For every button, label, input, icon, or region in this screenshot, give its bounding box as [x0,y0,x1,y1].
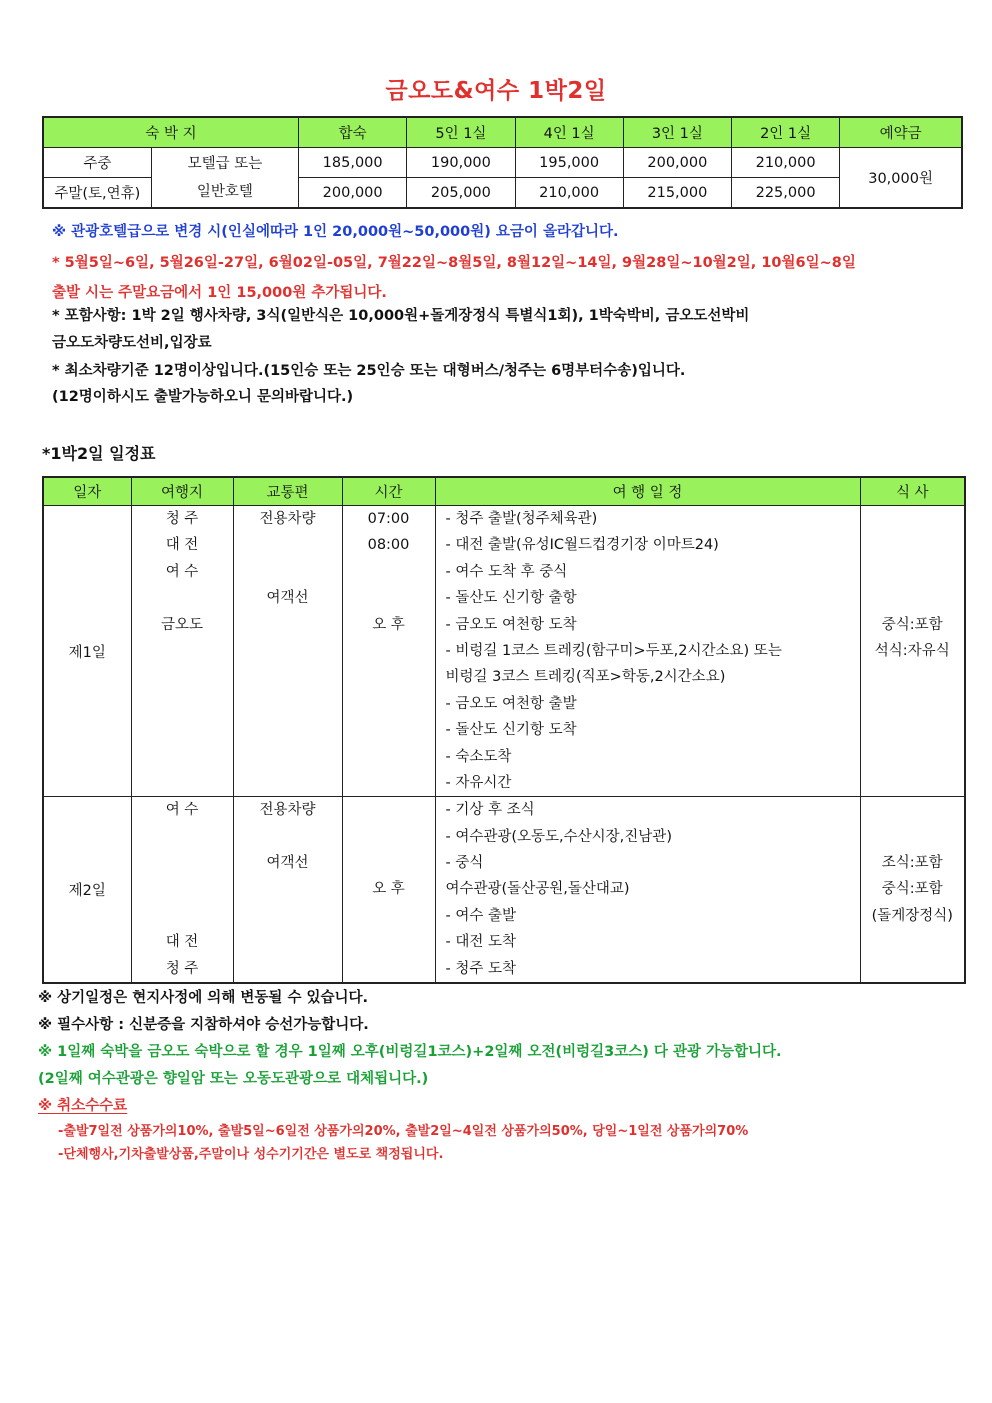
schedule-line [861,585,965,611]
schedule-line [343,691,435,717]
schedule-line [861,744,965,770]
day-label: 제2일 [43,797,131,983]
schedule-line [343,744,435,770]
schedule-line [132,824,233,850]
schedule-line: - 돌산도 신기항 출항 [445,590,577,607]
schedule-line: 전용차량 [259,511,316,527]
schedule-line [861,824,965,850]
note-min-people: * 최소차량기준 12명이상입니다.(15인승 또는 25인승 또는 대형버스/청주는 6명부터수송)입니다. [52,363,686,379]
schedule-line [234,744,342,770]
schedule-line: - 금오도 여천항 도착 [445,616,577,633]
schedule-line: 청 주 [165,511,199,527]
schedule-line [861,559,965,585]
schedule-line: - 중식 [445,855,484,872]
itinerary-column [436,506,860,796]
cancel-fee-line: -단체행사,기차출발상품,주말이나 성수기기간은 별도로 책정됩니다. [58,1147,444,1162]
schedule-line [132,664,233,690]
header-3p: 3인 1실 [623,117,731,148]
schedule-line [343,956,435,982]
schedule-line [234,903,342,929]
schedule-line [861,770,965,796]
schedule-line [343,585,435,611]
schedule-line [861,717,965,743]
header-lodging: 숙 박 지 [43,117,299,148]
schedule-line: 여 수 [165,563,199,580]
schedule-line [234,638,342,664]
schedule-line [234,956,342,982]
schedule-line [234,876,342,902]
schedule-line [132,770,233,796]
day-row [43,797,965,983]
lodging-text: 모텔급 또는 일반호텔 [187,155,263,200]
schedule-line [234,770,342,796]
schedule-line [861,664,965,690]
lodging-type [151,148,298,209]
schedule-line [343,717,435,743]
note-surcharge-amount: 출발 시는 주말요금에서 1인 15,000원 추가됩니다. [52,285,387,301]
schedule-line [234,664,342,690]
schedule-line: - 자유시간 [445,774,512,791]
schedule-line: 중식:포함 [881,881,943,898]
schedule-line: 금오도 [160,616,204,633]
schedule-line: 비렁길 3코스 트레킹(직포>학동,2시간소요) [445,669,726,686]
schedule-table [42,476,966,984]
schedule-line: - 여수관광(오동도,수산시장,진남관) [445,828,672,845]
price-cell: 210,000 [515,178,623,209]
schedule-line [861,532,965,558]
footer-note-stay: ※ 1일째 숙박을 금오도 숙박으로 할 경우 1일째 오후(비렁길1코스)+2일째 오전(비렁길3코스) 다 관광 가능합니다. [38,1044,782,1060]
schedule-line [234,717,342,743]
schedule-line: 대 전 [165,934,199,951]
note-hotel-upgrade: ※ 관광호텔급으로 변경 시(인실에따라 1인 20,000원~50,000원) 요금이 올라갑니다. [52,224,619,240]
schedule-line [861,506,965,532]
schedule-line [343,797,435,823]
schedule-line: 여객선 [266,590,309,607]
itinerary-column [436,797,860,982]
schedule-line: 대 전 [165,537,199,554]
header-2p: 2인 1실 [731,117,839,148]
schedule-line [234,824,342,850]
price-cell: 210,000 [731,148,839,178]
schedule-line [132,903,233,929]
schedule-line [861,691,965,717]
header-transport: 교통편 [233,477,342,506]
schedule-line [132,744,233,770]
schedule-line: - 대전 출발(유성IC월드컵경기장 이마트24) [445,537,719,554]
header-itinerary: 여 행 일 정 [435,477,860,506]
schedule-line: 석식:자유식 [874,642,950,659]
price-cell: 205,000 [407,178,515,209]
schedule-line [132,850,233,876]
schedule-line [234,929,342,955]
schedule-line [861,929,965,955]
schedule-line [343,638,435,664]
schedule-line [343,929,435,955]
note-included-cont: 금오도차량도선비,입장료 [52,335,212,351]
note-surcharge-dates: * 5월5일~6일, 5월26일-27일, 6월02일-05일, 7월22일~8월5일, 8월12일~14일, 9월28일~10월2일, 10월6일~8일 [52,255,856,271]
schedule-line [343,824,435,850]
schedule-line: - 금오도 여천항 출발 [445,695,577,712]
time-column [343,797,435,982]
day-label: 제1일 [43,506,131,797]
place-column [132,506,233,796]
deposit-value: 30,000원 [840,148,962,209]
schedule-line: - 숙소도착 [445,748,512,765]
cancel-fee-text: ※ 취소수수료 [38,1098,128,1114]
row-label-weekday: 주중 [43,148,151,178]
note-min-people-cont: (12명이하시도 출발가능하오니 문의바랍니다.) [52,389,354,405]
transport-column [234,797,342,982]
schedule-line: - 비렁길 1코스 트레킹(함구미>두포,2시간소요) 또는 [445,642,782,659]
footer-note-stay-cont: (2일째 여수관광은 향일암 또는 오동도관광으로 대체됩니다.) [38,1071,429,1087]
schedule-line: - 돌산도 신기항 도착 [445,722,577,739]
page-title: 금오도&여수 1박2일 [385,78,607,104]
header-5p: 5인 1실 [407,117,515,148]
header-deposit: 예약금 [840,117,962,148]
schedule-line [343,850,435,876]
time-column [343,506,435,796]
meals-column [861,506,965,796]
schedule-line: 조식:포함 [881,855,943,872]
schedule-line [234,559,342,585]
schedule-title: *1박2일 일정표 [42,444,156,463]
header-day: 일자 [43,477,131,506]
day-row [43,506,965,797]
schedule-line: (돌게장정식) [871,907,953,924]
header-time: 시간 [342,477,435,506]
header-meals: 식 사 [860,477,965,506]
price-cell: 200,000 [623,148,731,178]
row-label-weekend: 주말(토,연휴) [43,178,151,209]
schedule-line: - 청주 도착 [445,960,516,977]
schedule-line [132,876,233,902]
schedule-line: - 대전 도착 [445,934,516,951]
schedule-line: - 여수 도착 후 중식 [445,563,568,580]
place-column [132,797,233,982]
price-cell: 200,000 [299,178,407,209]
schedule-line: 오 후 [372,881,405,898]
schedule-line [861,956,965,982]
schedule-line [343,903,435,929]
schedule-line [132,638,233,664]
schedule-line: 08:00 [367,537,410,554]
schedule-line [234,691,342,717]
header-place: 여행지 [131,477,233,506]
schedule-line: 중식:포함 [881,616,943,633]
schedule-line [234,532,342,558]
meals-column [861,797,965,982]
footer-note-id: ※ 필수사항 : 신분증을 지참하셔야 승선가능합니다. [38,1017,369,1033]
price-cell: 185,000 [299,148,407,178]
schedule-line: 여객선 [266,855,309,872]
price-cell: 215,000 [623,178,731,209]
schedule-line [132,717,233,743]
cancel-fee-line: -출발7일전 상품가의10%, 출발5일~6일전 상품가의20%, 출발2일~4일전 상품가의50%, 당일~1일전 상품가의70% [58,1124,749,1139]
price-cell: 195,000 [515,148,623,178]
price-cell: 190,000 [407,148,515,178]
schedule-line: 청 주 [165,960,199,977]
schedule-line: - 여수 출발 [445,907,516,924]
schedule-line [343,664,435,690]
schedule-line [861,797,965,823]
schedule-line [343,770,435,796]
note-included: * 포함사항: 1박 2일 행사차량, 3식(일반식은 10,000원+돌게장정식 특별식1회), 1박숙박비, 금오도선박비 [52,308,750,324]
schedule-line: 오 후 [372,616,405,633]
header-dorm: 합숙 [299,117,407,148]
schedule-line: 07:00 [367,511,410,527]
footer-note-change: ※ 상기일정은 현지사정에 의해 변동될 수 있습니다. [38,990,369,1006]
transport-column [234,506,342,796]
schedule-line [343,559,435,585]
price-cell: 225,000 [731,178,839,209]
price-table [42,116,963,209]
header-4p: 4인 1실 [515,117,623,148]
schedule-line [132,585,233,611]
schedule-line: - 기상 후 조식 [445,802,535,819]
schedule-line [234,612,342,638]
schedule-line: - 청주 출발(청주체육관) [445,511,598,527]
schedule-line: 여 수 [165,802,199,819]
schedule-line: 여수관광(돌산공원,돌산대교) [445,881,630,898]
schedule-line [132,691,233,717]
cancel-fee-label [38,1094,127,1115]
schedule-line: 전용차량 [259,802,316,819]
